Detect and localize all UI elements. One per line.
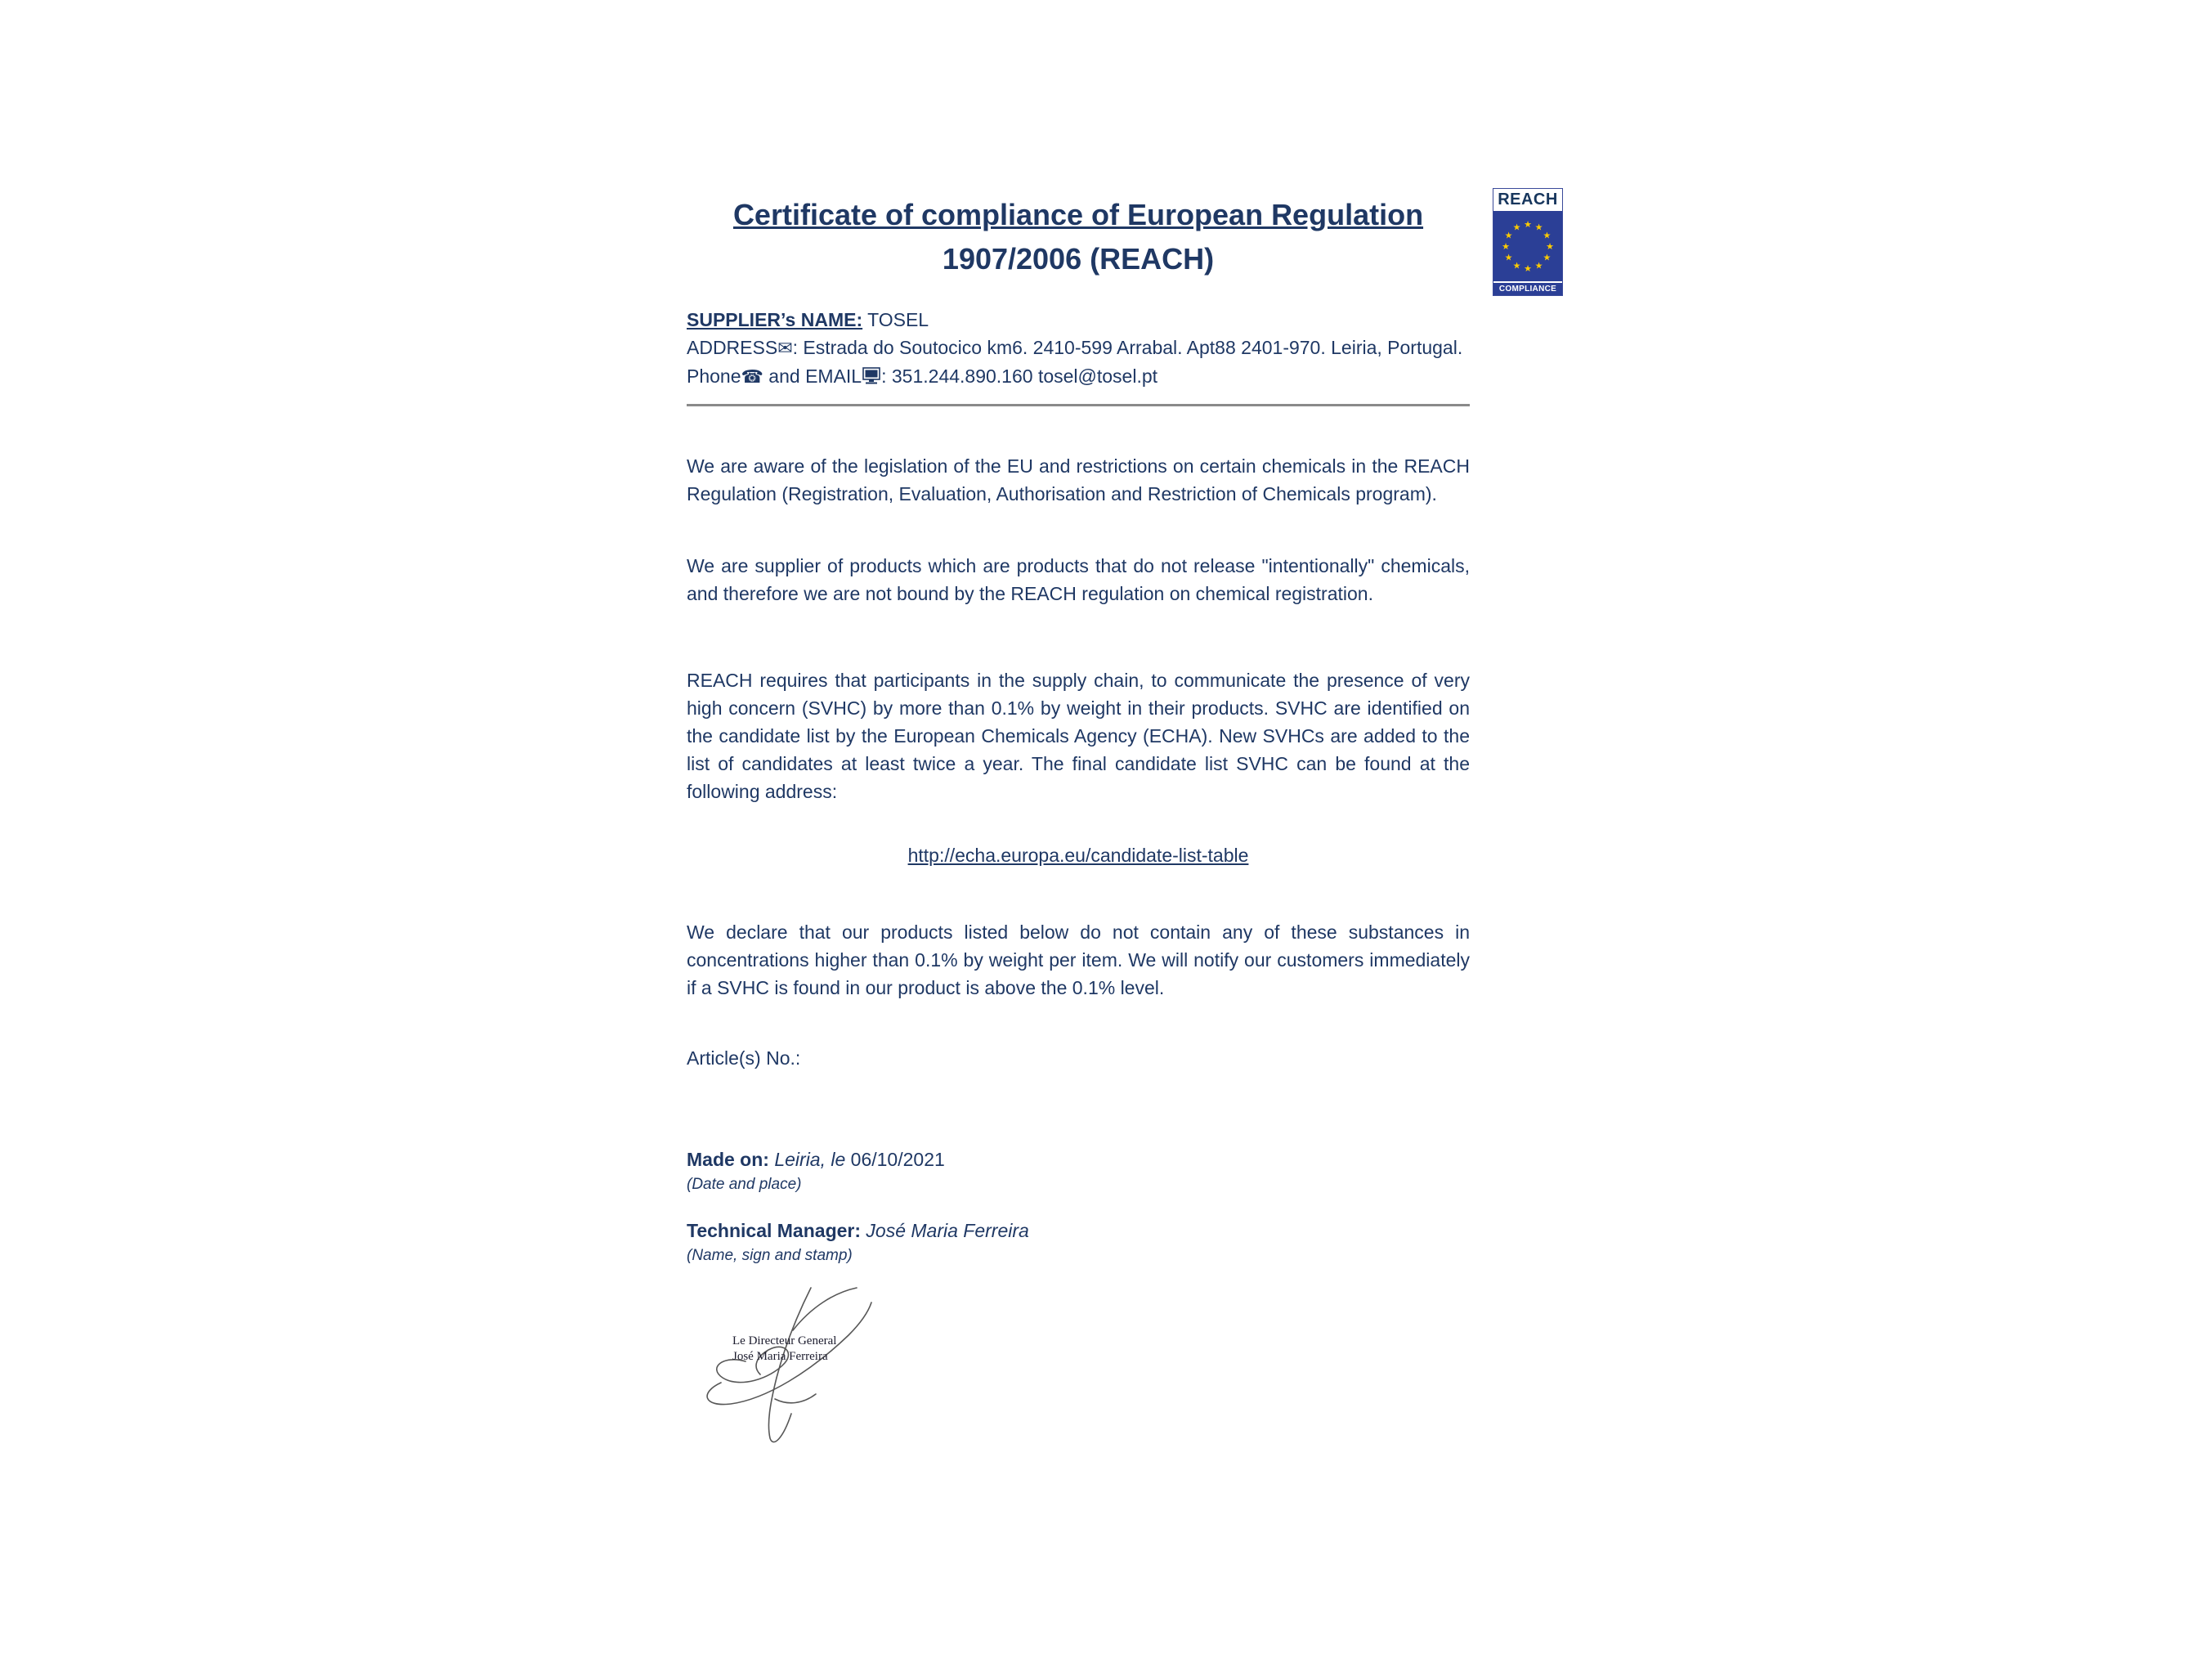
technical-manager-label: Technical Manager: xyxy=(687,1220,862,1241)
date-place-note: (Date and place) xyxy=(687,1176,802,1193)
svg-text:★: ★ xyxy=(1546,241,1554,252)
envelope-icon: ✉ xyxy=(777,338,793,358)
email-label: and EMAIL xyxy=(763,365,862,387)
stamp-line1: Le Directeur General xyxy=(732,1334,837,1347)
svg-text:★: ★ xyxy=(1504,230,1513,241)
section-divider xyxy=(687,404,1470,406)
phone-label: Phone xyxy=(687,365,741,387)
svg-text:★: ★ xyxy=(1524,219,1532,230)
contact-text: : 351.244.890.160 tosel@tosel.pt xyxy=(881,365,1158,387)
signature-scribble-icon xyxy=(687,1283,940,1455)
document-title-line1: Certificate of compliance of European Regulation xyxy=(732,198,1424,231)
made-on-label: Made on: xyxy=(687,1149,769,1170)
supplier-address-line xyxy=(687,334,1470,362)
document-body xyxy=(687,193,1470,1455)
paragraph-awareness: We are aware of the legislation of the EU and restrictions on certain chemicals in the REACH Regulation (Registration, Evaluation, Authorisation and Restriction of Chemicals program). xyxy=(687,455,1470,504)
svg-text:★: ★ xyxy=(1512,260,1521,271)
document-title xyxy=(687,193,1470,281)
svg-text:★: ★ xyxy=(1543,230,1552,241)
reach-compliance-logo xyxy=(1493,188,1563,296)
address-text: : Estrada do Soutocico km6. 2410-599 Arrabal. Apt88 2401-970. Leiria, Portugal. xyxy=(792,337,1463,358)
candidate-list-link-line xyxy=(687,841,1470,869)
signature-block xyxy=(687,1283,940,1455)
svg-text:★: ★ xyxy=(1543,252,1552,263)
technical-manager-name: José Maria Ferreira xyxy=(861,1220,1029,1241)
supplier-name-line xyxy=(687,306,1470,334)
address-label: ADDRESS xyxy=(687,337,778,358)
paragraph-supplier-status: We are supplier of products which are products that do not release "intentionally" chemicals, and therefore we are not bound by the REACH regulation on chemical registration. xyxy=(687,555,1470,604)
phone-icon: ☎ xyxy=(741,366,763,387)
computer-icon xyxy=(862,367,881,385)
reach-logo-title: REACH xyxy=(1493,189,1562,211)
stamp-line2: José Maria Ferreira xyxy=(732,1350,828,1363)
svg-text:★: ★ xyxy=(1502,241,1510,252)
reach-logo-compliance-label: COMPLIANCE xyxy=(1493,281,1562,295)
made-on-line xyxy=(687,1146,1470,1173)
supplier-name-label: SUPPLIER’s NAME: xyxy=(687,309,863,330)
svg-text:★: ★ xyxy=(1524,263,1532,274)
technical-manager-line xyxy=(687,1217,1470,1244)
svg-text:★: ★ xyxy=(1534,222,1543,233)
paragraph-svhc-requirements: REACH requires that participants in the supply chain, to communicate the presence of very high concern (SVHC) by more than 0.1% by weight in their products. SVHC are identified on the candidate list by the European Chemicals Agency (ECHA). New SVHCs are added to the list of candidates at least twice a year. The final candidate list SVHC can be found at the following address: xyxy=(687,670,1470,802)
eu-flag-icon xyxy=(1493,211,1562,281)
svg-text:★: ★ xyxy=(1534,260,1543,271)
supplier-contact-line xyxy=(687,362,1470,391)
stamp-text xyxy=(732,1334,836,1365)
document-title-line2: 1907/2006 (REACH) xyxy=(942,242,1215,276)
made-on-place: Leiria, le xyxy=(768,1149,851,1170)
svg-text:★: ★ xyxy=(1504,252,1513,263)
name-sign-stamp-note: (Name, sign and stamp) xyxy=(687,1247,853,1264)
articles-label: Article(s) No.: xyxy=(687,1047,801,1069)
supplier-name-value: TOSEL xyxy=(862,309,929,330)
made-on-date: 06/10/2021 xyxy=(850,1149,945,1170)
paragraph-declaration: We declare that our products listed below do not contain any of these substances in concentrations higher than 0.1% by weight per item. We will notify our customers immediately if a SVHC is found in our product is above the 0.1% level. xyxy=(687,921,1470,998)
svg-text:★: ★ xyxy=(1512,222,1521,233)
candidate-list-link[interactable]: http://echa.europa.eu/candidate-list-table xyxy=(907,845,1249,866)
supplier-block xyxy=(687,306,1470,391)
